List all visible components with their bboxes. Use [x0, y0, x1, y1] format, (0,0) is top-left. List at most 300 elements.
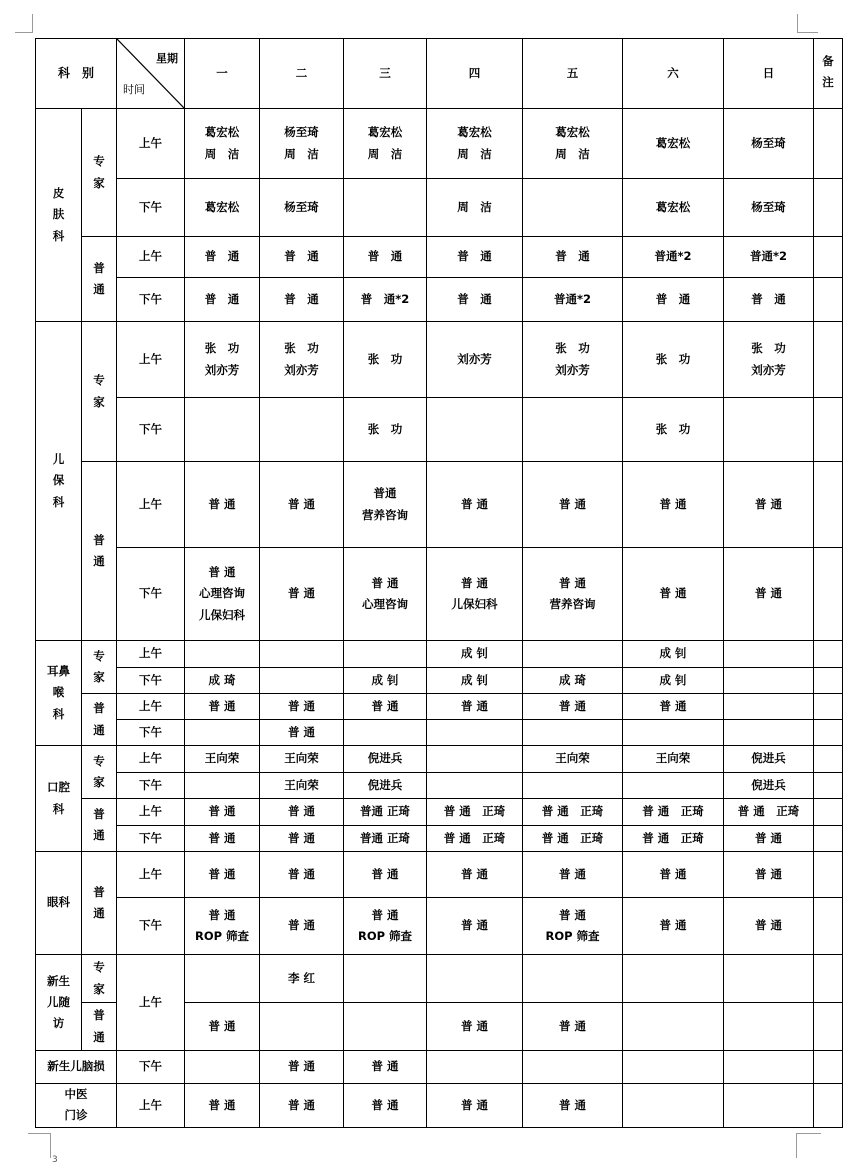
- afternoon-label: 下午: [117, 773, 185, 799]
- eye-row-1-day-7: [724, 852, 814, 898]
- tcm-row-day-5-line: 普 通: [559, 1097, 587, 1112]
- skin-row-1-day-7: [724, 109, 814, 179]
- skin-row-4-day-4-line: 普 通: [457, 291, 492, 306]
- eye-row-2-day-3-line: 普 通: [371, 907, 399, 922]
- oral-row-2-day-7-line: 倪进兵: [751, 777, 786, 792]
- dept-header: 科 别: [36, 39, 117, 109]
- time-label: 时间: [123, 82, 146, 96]
- child-row-1-day-6: [623, 322, 724, 398]
- child-row-3-day-4: [427, 462, 523, 548]
- skin-row: [36, 278, 843, 322]
- eye-row-2-day-4: [427, 898, 523, 955]
- child-row-2-day-6: [623, 398, 724, 462]
- eye-row-1-day-6: [623, 852, 724, 898]
- note-cell: [814, 1084, 843, 1128]
- ent-row-3-day-4-line: 普 通: [461, 698, 489, 713]
- child-row-4-day-6: [623, 548, 724, 641]
- ent-row-4-day-2: [260, 720, 344, 746]
- skin-row-1-day-1: [185, 109, 260, 179]
- newborn-row-1-day-1: [185, 955, 260, 1003]
- ent-row-3-day-4: [427, 694, 523, 720]
- skin-row: [36, 237, 843, 278]
- skin-row-2-day-3: [344, 179, 427, 237]
- oral-row-2-day-7: [724, 773, 814, 799]
- oral-row-3-day-2-line: 普 通: [288, 804, 316, 819]
- skin-row-1-day-2: [260, 109, 344, 179]
- skin-row-3-day-3: [344, 237, 427, 278]
- oral-row-1-day-1-line: 王向荣: [204, 751, 240, 766]
- newborn-row-2-day-5-line: 普 通: [559, 1018, 587, 1033]
- child-row-1-day-1-line: 张 功: [204, 341, 240, 356]
- oral-row-2-day-2-line: 王向荣: [284, 777, 319, 792]
- skin-row-4-day-7-line: 普 通: [751, 291, 786, 306]
- child-row-4-day-2-line: 普 通: [288, 586, 316, 601]
- skin-dept-label: [36, 109, 82, 322]
- newborn-row-2-day-4-line: 普 通: [461, 1018, 489, 1033]
- skin-row-4-day-4: [427, 278, 523, 322]
- newborn-sub-label-normal-line: 通: [93, 1029, 105, 1044]
- tcm-row-day-3: [344, 1084, 427, 1128]
- ent-row-3-day-6: [623, 694, 724, 720]
- skin-sub-label-line: 普: [93, 260, 105, 275]
- screen-row: [36, 1051, 843, 1084]
- skin-row-1-day-5-line: 葛宏松: [555, 125, 590, 140]
- child-row-4-day-7-line: 普 通: [755, 586, 783, 601]
- child-row-3-day-6: [623, 462, 724, 548]
- skin-row-2-day-6: [623, 179, 724, 237]
- oral-row-4-day-6-line: 普 通 正琦: [642, 830, 704, 845]
- ent-row-2-day-1-line: 成 琦: [208, 672, 236, 687]
- newborn-sub-label-normal-line: 普: [93, 1008, 105, 1023]
- day-header-2: 二: [260, 39, 344, 109]
- screen-row-day-4: [427, 1051, 523, 1084]
- oral-row-1-day-7: [724, 746, 814, 773]
- eye-row-2-day-2: [260, 898, 344, 955]
- skin-row-3-day-4-line: 普 通: [457, 249, 492, 264]
- newborn-dept-label-line: 儿随: [47, 994, 70, 1009]
- ent-row-4-day-3: [344, 720, 427, 746]
- ent-sub-label-line: 普: [93, 701, 105, 716]
- screen-row-day-7: [724, 1051, 814, 1084]
- child-row-3-day-1-line: 普 通: [208, 496, 236, 511]
- ent-row-4-day-7: [724, 720, 814, 746]
- ent-row-1-day-2: [260, 641, 344, 668]
- morning-label: 上午: [117, 641, 185, 668]
- note-cell: [814, 548, 843, 641]
- oral-row-1-day-3: [344, 746, 427, 773]
- child-row: [36, 398, 843, 462]
- skin-row-1-day-1-line: 周 洁: [204, 146, 240, 161]
- oral-row-4-day-6: [623, 826, 724, 852]
- eye-row-2-day-3-line: ROP 筛查: [357, 929, 413, 943]
- oral-row-3-day-4-line: 普 通 正琦: [443, 804, 506, 819]
- oral-row-4-day-7-line: 普 通: [755, 830, 783, 845]
- tcm-row-day-4-line: 普 通: [461, 1097, 489, 1112]
- oral-dept-label-line: 科: [52, 801, 65, 816]
- newborn-row-1-day-7: [724, 955, 814, 1003]
- tcm-dept-label-line: 中医: [64, 1087, 88, 1101]
- day-header-6: 六: [623, 39, 724, 109]
- note-cell: [814, 1003, 843, 1051]
- ent-row-3-day-2-line: 普 通: [288, 698, 316, 713]
- oral-row-2-day-4: [427, 773, 523, 799]
- day-header-3: 三: [344, 39, 427, 109]
- child-row-3-day-3: [344, 462, 427, 548]
- eye-row-2-day-5-line: ROP 筛查: [545, 929, 600, 943]
- eye-row-1-day-3-line: 普 通: [371, 866, 399, 881]
- afternoon-label: 下午: [117, 720, 185, 746]
- oral-row-2-day-2: [260, 773, 344, 799]
- oral-row-4-day-7: [724, 826, 814, 852]
- child-row-4-day-3-line: 普 通: [371, 575, 399, 590]
- tcm-dept-label-line: 门诊: [64, 1108, 88, 1123]
- ent-row-2-day-2: [260, 668, 344, 694]
- newborn-row-2-day-1: [185, 1003, 260, 1051]
- eye-row-1-day-2: [260, 852, 344, 898]
- ent-row-4-day-6: [623, 720, 724, 746]
- child-row-1-day-1: [185, 322, 260, 398]
- ent-row-1-day-4-line: 成 钊: [461, 646, 489, 661]
- oral-dept-label: [36, 746, 82, 852]
- child-row-1-day-3-line: 张 功: [367, 351, 403, 366]
- eye-row-2-day-1-line: 普 通: [208, 907, 236, 922]
- ent-dept-label-line: 耳鼻: [47, 664, 70, 679]
- oral-row-3-day-7: [724, 799, 814, 826]
- oral-row-3-day-5-line: 普 通 正琦: [541, 804, 604, 819]
- oral-sub-label-line: 通: [93, 828, 105, 842]
- afternoon-label: 下午: [117, 179, 185, 237]
- ent-row-1-day-6: [623, 641, 724, 668]
- skin-row-3-day-7-line: 普通*2: [750, 249, 788, 264]
- oral-sub-label: [82, 799, 117, 852]
- note-cell: [814, 826, 843, 852]
- child-row-4-day-5-line: 普 通: [559, 575, 587, 590]
- child-sub-label-line: 普: [93, 532, 105, 547]
- skin-row-4-day-1-line: 普 通: [204, 291, 240, 306]
- note-header: [814, 39, 843, 109]
- skin-row-1-day-4-line: 葛宏松: [457, 125, 492, 140]
- eye-row-2-day-7-line: 普 通: [755, 918, 783, 933]
- morning-label: 上午: [117, 694, 185, 720]
- eye-row-2-day-7: [724, 898, 814, 955]
- skin-row-3-day-2-line: 普 通: [284, 249, 319, 264]
- eye-row-1-day-4: [427, 852, 523, 898]
- child-row-3-day-5: [523, 462, 623, 548]
- note-cell: [814, 322, 843, 398]
- ent-row: [36, 720, 843, 746]
- newborn-row-1-day-3: [344, 955, 427, 1003]
- skin-row-4-day-5-line: 普通*2: [554, 291, 592, 306]
- child-sub-label-line: 家: [93, 394, 105, 409]
- skin-row-3-day-6-line: 普通*2: [654, 249, 692, 264]
- skin-row-2-day-7-line: 杨至琦: [751, 199, 786, 214]
- child-row-1-day-4: [427, 322, 523, 398]
- oral-row-4-day-2-line: 普 通: [288, 830, 316, 845]
- morning-label: 上午: [117, 955, 185, 1051]
- skin-row: [36, 109, 843, 179]
- tcm-row-day-1-line: 普 通: [208, 1097, 236, 1112]
- child-row-1-day-7-line: 张 功: [751, 341, 786, 356]
- skin-row-4-day-5: [523, 278, 623, 322]
- newborn-row-2-day-7: [724, 1003, 814, 1051]
- ent-row-3-day-5-line: 普 通: [559, 698, 587, 713]
- skin-sub-label-line: 家: [93, 175, 105, 190]
- ent-row-2-day-3-line: 成 钊: [371, 672, 399, 687]
- screen-dept-label: 新生儿脑损: [36, 1051, 117, 1084]
- ent-sub-label: [82, 694, 117, 746]
- skin-row-1-day-3-line: 周 洁: [367, 146, 403, 161]
- child-row-1-day-4-line: 刘亦芳: [457, 351, 492, 366]
- oral-row: [36, 746, 843, 773]
- morning-label: 上午: [117, 1084, 185, 1128]
- newborn-row-1-day-2: [260, 955, 344, 1003]
- eye-sub-label-line: 通: [93, 906, 105, 920]
- note-cell: [814, 641, 843, 668]
- note-cell: [814, 237, 843, 278]
- oral-row-2-day-1: [185, 773, 260, 799]
- skin-row-3-day-5: [523, 237, 623, 278]
- child-dept-label-line: 儿: [52, 452, 65, 467]
- eye-row-2-day-2-line: 普 通: [288, 918, 316, 933]
- child-row-3-day-3-line: 营养咨询: [362, 507, 409, 522]
- oral-row-4-day-5: [523, 826, 623, 852]
- eye-row-1-day-7-line: 普 通: [755, 866, 783, 881]
- eye-row-2-day-1-line: ROP 筛查: [194, 929, 250, 943]
- eye-row: [36, 852, 843, 898]
- child-row-2-day-7: [724, 398, 814, 462]
- skin-row-3-day-3-line: 普 通: [367, 249, 403, 264]
- eye-row-2-day-4-line: 普 通: [461, 918, 489, 933]
- note-cell: [814, 852, 843, 898]
- child-row-4-day-1: [185, 548, 260, 641]
- child-row-4-day-3-line: 心理咨询: [362, 597, 409, 611]
- child-row-3-day-3-line: 普通: [373, 486, 397, 501]
- skin-row-3-day-1-line: 普 通: [204, 249, 240, 264]
- oral-row-1-day-2: [260, 746, 344, 773]
- tcm-row-day-6: [623, 1084, 724, 1128]
- tcm-row-day-5: [523, 1084, 623, 1128]
- oral-row: [36, 799, 843, 826]
- ent-sub-label-line: 专: [93, 648, 105, 663]
- skin-row-3-day-4: [427, 237, 523, 278]
- oral-row-1-day-5: [523, 746, 623, 773]
- ent-row-3-day-6-line: 普 通: [659, 698, 687, 713]
- child-row-1-day-3: [344, 322, 427, 398]
- skin-row-1-day-6-line: 葛宏松: [655, 135, 691, 150]
- screen-row-day-2-line: 普 通: [288, 1059, 316, 1074]
- skin-row-4-day-3-line: 普 通*2: [360, 291, 410, 306]
- skin-row-2-day-7: [724, 179, 814, 237]
- child-row-4-day-1-line: 普 通: [208, 565, 236, 580]
- child-row-4-day-5: [523, 548, 623, 641]
- ent-row: [36, 694, 843, 720]
- child-row-3-day-1: [185, 462, 260, 548]
- skin-row-1-day-4-line: 周 洁: [457, 146, 492, 161]
- oral-row-3-day-1: [185, 799, 260, 826]
- page-number: 3: [52, 1155, 58, 1165]
- ent-row-1-day-5: [523, 641, 623, 668]
- ent-sub-label-line: 家: [93, 670, 105, 684]
- newborn-row-1-day-4: [427, 955, 523, 1003]
- child-dept-label: [36, 322, 82, 641]
- newborn-sub-label-normal: [82, 1003, 117, 1051]
- oral-row-4-day-1: [185, 826, 260, 852]
- child-sub-label: [82, 322, 117, 462]
- child-row-1-day-6-line: 张 功: [655, 351, 691, 366]
- ent-row-2-day-7: [724, 668, 814, 694]
- child-row: [36, 322, 843, 398]
- crop-mark-top-left: [15, 14, 33, 33]
- skin-row-3-day-2: [260, 237, 344, 278]
- note-cell: [814, 955, 843, 1003]
- note-cell: [814, 720, 843, 746]
- child-row-1-day-7: [724, 322, 814, 398]
- child-row-4-day-6-line: 普 通: [659, 586, 687, 601]
- skin-row-4-day-1: [185, 278, 260, 322]
- newborn-row-2-day-5: [523, 1003, 623, 1051]
- oral-row-4-day-4: [427, 826, 523, 852]
- skin-row-4-day-7: [724, 278, 814, 322]
- newborn-row-1-day-6: [623, 955, 724, 1003]
- oral-sub-label-line: 专: [93, 753, 105, 768]
- newborn-dept-label-line: 访: [52, 1016, 65, 1031]
- child-row-2-day-2: [260, 398, 344, 462]
- ent-row-2-day-3: [344, 668, 427, 694]
- child-row-4-day-3: [344, 548, 427, 641]
- oral-row-1-day-1: [185, 746, 260, 773]
- day-header-5: 五: [523, 39, 623, 109]
- ent-sub-label-line: 通: [93, 722, 105, 737]
- child-sub-label-line: 专: [93, 373, 105, 388]
- morning-label: 上午: [117, 746, 185, 773]
- skin-row-3-day-6: [623, 237, 724, 278]
- ent-row-3-day-2: [260, 694, 344, 720]
- oral-row-3-day-3: [344, 799, 427, 826]
- ent-row-4-day-1: [185, 720, 260, 746]
- ent-dept-label-line: 科: [52, 706, 65, 721]
- afternoon-label: 下午: [117, 548, 185, 641]
- note-header-char: 注: [822, 75, 834, 90]
- eye-row-1-day-5: [523, 852, 623, 898]
- eye-row-1-day-5-line: 普 通: [559, 866, 587, 881]
- ent-row-4-day-5: [523, 720, 623, 746]
- skin-row-2-day-5: [523, 179, 623, 237]
- skin-row-1-day-6: [623, 109, 724, 179]
- skin-sub-label: [82, 237, 117, 322]
- tcm-row-day-4: [427, 1084, 523, 1128]
- oral-sub-label: [82, 746, 117, 799]
- ent-row-1-day-3: [344, 641, 427, 668]
- newborn-sub-label-expert-line: 专: [93, 960, 105, 975]
- ent-row-3-day-1: [185, 694, 260, 720]
- ent-row-4-day-2-line: 普 通: [288, 724, 316, 739]
- oral-row-2-day-3: [344, 773, 427, 799]
- screen-row-day-6: [623, 1051, 724, 1084]
- oral-row-1-day-6-line: 王向荣: [655, 751, 691, 766]
- ent-row: [36, 641, 843, 668]
- diagonal-header: [117, 39, 185, 109]
- eye-dept-label: 眼科: [36, 852, 82, 955]
- eye-row-1-day-1: [185, 852, 260, 898]
- note-cell: [814, 109, 843, 179]
- crop-mark-bottom-left: [28, 1133, 51, 1158]
- skin-row-1-day-4: [427, 109, 523, 179]
- newborn-dept-label: [36, 955, 82, 1051]
- oral-sub-label-line: 家: [93, 775, 105, 789]
- oral-row-2-day-6: [623, 773, 724, 799]
- note-cell: [814, 773, 843, 799]
- ent-row-3-day-5: [523, 694, 623, 720]
- afternoon-label: 下午: [117, 668, 185, 694]
- oral-row-4-day-3-line: 普通 正琦: [360, 830, 411, 845]
- skin-row-1-day-7-line: 杨至琦: [751, 135, 786, 150]
- note-header-char: 备: [822, 54, 834, 68]
- child-row-3-day-7: [724, 462, 814, 548]
- newborn-row: [36, 955, 843, 1003]
- skin-row-3-day-5-line: 普 通: [555, 249, 590, 264]
- eye-sub-label: [82, 852, 117, 955]
- oral-row-1-day-6: [623, 746, 724, 773]
- eye-row-2-day-5: [523, 898, 623, 955]
- child-row-3-day-4-line: 普 通: [461, 496, 489, 511]
- child-row-4-day-4: [427, 548, 523, 641]
- note-cell: [814, 746, 843, 773]
- skin-row-2-day-2: [260, 179, 344, 237]
- oral-row-1-day-4: [427, 746, 523, 773]
- oral-row-4-day-2: [260, 826, 344, 852]
- child-row-3-day-2-line: 普 通: [288, 496, 316, 511]
- tcm-row-day-2-line: 普 通: [288, 1097, 316, 1112]
- skin-row-1-day-2-line: 杨至琦: [284, 125, 319, 140]
- child-row-1-day-7-line: 刘亦芳: [751, 362, 786, 377]
- eye-sub-label-line: 普: [93, 884, 105, 899]
- skin-row-1-day-2-line: 周 洁: [284, 146, 319, 161]
- child-row-3-day-5-line: 普 通: [559, 496, 587, 511]
- morning-label: 上午: [117, 237, 185, 278]
- ent-dept-label-line: 喉: [52, 685, 65, 700]
- screen-row-day-2: [260, 1051, 344, 1084]
- afternoon-label: 下午: [117, 398, 185, 462]
- skin-row-3-day-7: [724, 237, 814, 278]
- skin-row-1-day-3: [344, 109, 427, 179]
- tcm-row: [36, 1084, 843, 1128]
- newborn-dept-label-line: 新生: [47, 973, 70, 988]
- child-dept-label-line: 科: [52, 494, 65, 509]
- afternoon-label: 下午: [117, 826, 185, 852]
- child-row-2-day-3: [344, 398, 427, 462]
- oral-row-4-day-3: [344, 826, 427, 852]
- crop-mark-bottom-right: [796, 1133, 821, 1158]
- morning-label: 上午: [117, 852, 185, 898]
- ent-row-1-day-1: [185, 641, 260, 668]
- child-row-2-day-1: [185, 398, 260, 462]
- oral-row-3-day-5: [523, 799, 623, 826]
- ent-row-3-day-3-line: 普 通: [371, 698, 399, 713]
- skin-row-4-day-6: [623, 278, 724, 322]
- oral-row-4-day-5-line: 普 通 正琦: [541, 830, 604, 845]
- eye-row-1-day-6-line: 普 通: [659, 866, 687, 881]
- skin-sub-label-line: 通: [93, 282, 105, 296]
- child-sub-label: [82, 462, 117, 641]
- child-row-2-day-5: [523, 398, 623, 462]
- oral-row-3-day-6: [623, 799, 724, 826]
- skin-row-1-day-5: [523, 109, 623, 179]
- oral-row-3-day-7-line: 普 通 正琦: [737, 804, 800, 819]
- ent-row-2-day-5-line: 成 琦: [559, 672, 587, 687]
- oral-row-1-day-3-line: 倪进兵: [367, 751, 403, 766]
- child-row-4-day-2: [260, 548, 344, 641]
- child-sub-label-line: 通: [93, 554, 105, 568]
